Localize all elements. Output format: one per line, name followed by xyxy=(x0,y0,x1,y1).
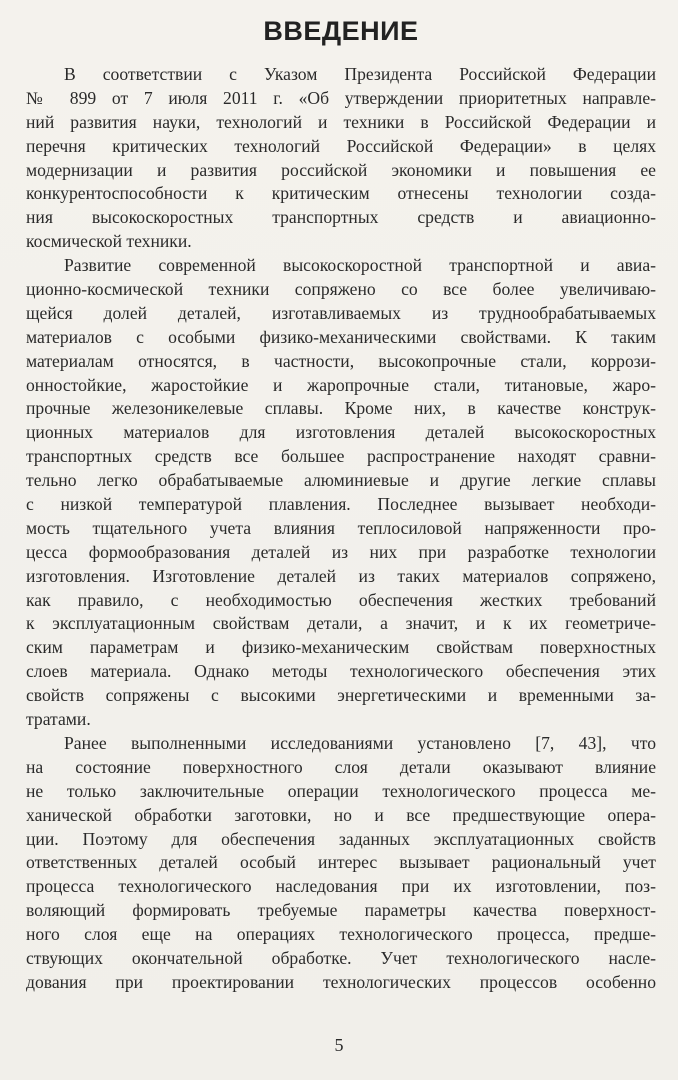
text-line: мость тщательного учета влияния теплосиловой напряженности про- xyxy=(26,517,656,538)
text-line: к эксплуатационным свойствам детали, а значит, и к их геометриче- xyxy=(26,613,656,634)
text-line: модернизации и развития российской экономики и повышения ее xyxy=(26,159,656,180)
text-line: щейся долей деталей, изготавливаемых из труднообрабатываемых xyxy=(26,302,656,323)
text-line: дования при проектировании технологических процессов особенно xyxy=(26,971,656,992)
paragraph-3 xyxy=(26,732,656,995)
page-title: ВВЕДЕНИЕ xyxy=(263,16,419,46)
text-line: ским параметрам и физико-механическим свойствам поверхностных xyxy=(26,637,656,658)
text-line: материалов с особыми физико-механическими свойствами. К таким xyxy=(26,326,656,347)
text-line: космической техники. xyxy=(26,231,192,252)
text-line: материалам относятся, в частности, высокопрочные стали, коррози- xyxy=(26,350,656,371)
text-line: воляющий формировать требуемые параметры качества поверхност- xyxy=(26,900,656,921)
page-number: 5 xyxy=(334,1035,344,1055)
text-line: ответственных деталей особый интерес вызывает рациональный учет xyxy=(26,852,656,873)
text-line: тельно легко обрабатываемые алюминиевые и другие легкие сплавы xyxy=(26,470,656,491)
text-line: ханической обработки заготовки, но и все предшествующие опера- xyxy=(26,804,656,825)
text-line: ционных материалов для изготовления деталей высокоскоростных xyxy=(26,422,656,443)
text-line: ционно-космической техники сопряжено со все более увеличиваю- xyxy=(26,279,656,300)
text-line: с низкой температурой плавления. Последнее вызывает необходи- xyxy=(26,494,656,515)
body-text xyxy=(26,63,656,995)
text-line: онностойкие, жаростойкие и жаропрочные стали, титановые, жаро- xyxy=(26,374,656,395)
text-line: на состояние поверхностного слоя детали оказывают влияние xyxy=(26,756,656,777)
paragraph-2 xyxy=(26,254,656,732)
text-line: № 899 от 7 июля 2011 г. «Об утверждении приоритетных направле- xyxy=(26,87,656,108)
text-line: ного слоя еще на операциях технологического процесса, предше- xyxy=(26,924,656,945)
text-line: ния высокоскоростных транспортных средств и авиационно- xyxy=(26,207,656,228)
text-line: не только заключительные операции технологического процесса ме- xyxy=(26,780,656,801)
text-line: процесса технологического наследования при их изготовлении, поз- xyxy=(26,876,656,897)
text-line: изготовления. Изготовление деталей из таких материалов сопряжено, xyxy=(26,565,656,586)
text-line: перечня критических технологий Российской Федерации» в целях xyxy=(26,135,656,156)
text-line: ний развития науки, технологий и техники в Российской Федерации и xyxy=(26,111,656,132)
text-line: слоев материала. Однако методы технологического обеспечения этих xyxy=(26,661,656,682)
text-line: Ранее выполненными исследованиями установлено [7, 43], что xyxy=(64,732,656,753)
text-line: ствующих окончательной обработке. Учет технологического насле- xyxy=(26,947,656,968)
text-line: прочные железоникелевые сплавы. Кроме них, в качестве конструк- xyxy=(26,398,656,419)
text-line: как правило, с необходимостью обеспечения жестких требований xyxy=(26,589,656,610)
text-line: свойств сопряжены с высокими энергетическими и временными за- xyxy=(26,685,656,706)
text-line: цесса формообразования деталей из них при разработке технологии xyxy=(26,541,656,562)
text-line: В соответствии с Указом Президента Российской Федерации xyxy=(64,64,656,84)
text-line: Развитие современной высокоскоростной транспортной и авиа- xyxy=(64,255,656,276)
text-line: транспортных средств все большее распространение находят сравни- xyxy=(26,446,656,467)
text-line: конкурентоспособности к критическим отнесены технологии созда- xyxy=(26,183,656,204)
text-line: ции. Поэтому для обеспечения заданных эксплуатационных свойств xyxy=(26,828,656,849)
paragraph-1 xyxy=(26,63,656,254)
text-line: тратами. xyxy=(26,709,91,730)
